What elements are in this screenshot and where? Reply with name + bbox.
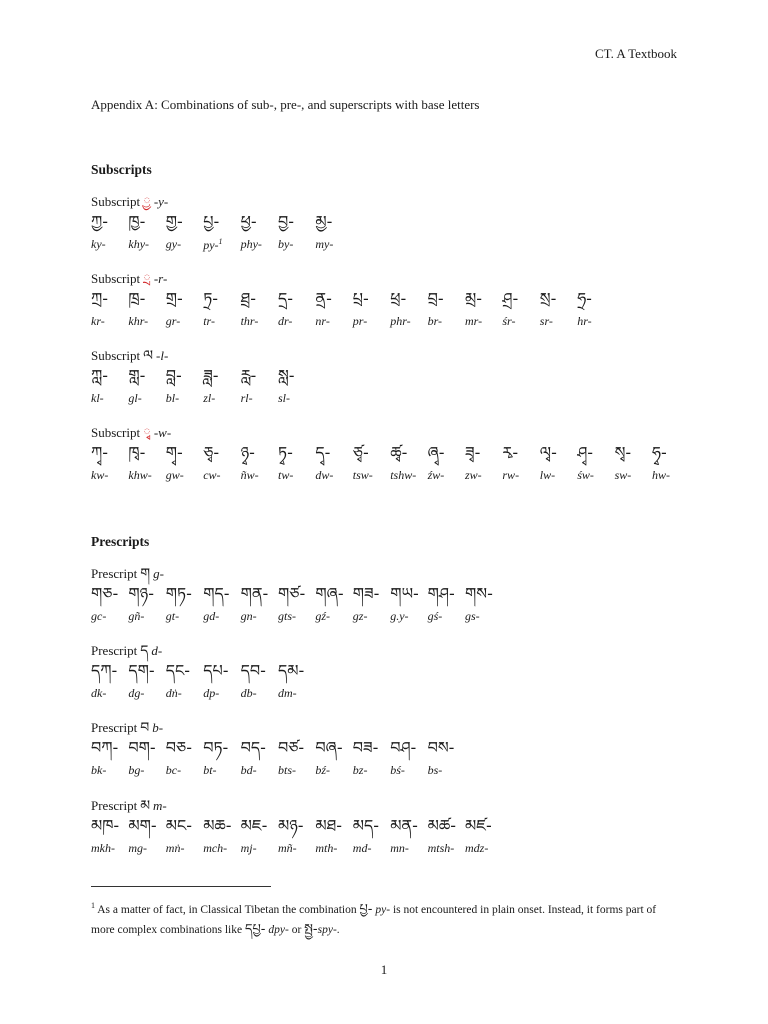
tibetan-combination: གྭ- xyxy=(165,443,183,462)
tibetan-combination: མྲ- xyxy=(465,289,483,308)
tibetan-combination: ཧྲ- xyxy=(577,289,592,308)
footnote-glyph-3: སྤྱ- xyxy=(304,921,318,937)
transliteration: gts- xyxy=(278,609,296,623)
transliteration: dp- xyxy=(203,686,220,700)
tibetan-combination: མད- xyxy=(352,816,380,835)
transliteration: khy- xyxy=(128,237,150,251)
tibetan-combination: དཀ- xyxy=(91,661,118,680)
group-label-mark: ག xyxy=(140,567,151,582)
transliteration: gl- xyxy=(128,391,142,405)
tibetan-combination: ཧྭ- xyxy=(652,443,667,462)
tibetan-combination: གཉ- xyxy=(128,584,154,603)
tibetan-combination: དག- xyxy=(128,661,155,680)
transliteration: bd- xyxy=(240,763,257,777)
transliteration: dw- xyxy=(315,468,334,482)
transliteration: gź- xyxy=(315,609,331,623)
tibetan-combination: བཙ- xyxy=(278,738,305,757)
tibetan-combination: བཤ- xyxy=(390,738,417,757)
tibetan-combination: བཟ- xyxy=(352,738,379,757)
tibetan-combination: གད- xyxy=(203,584,230,603)
tibetan-combination: གྲ- xyxy=(165,289,183,308)
combination-row xyxy=(91,815,492,855)
combination-row xyxy=(91,365,295,405)
transliteration: św- xyxy=(577,468,594,482)
tibetan-combination: མཇ- xyxy=(240,816,268,835)
group-label-suffix: m- xyxy=(153,798,167,813)
transliteration: dk- xyxy=(91,686,107,700)
tibetan-combination: ཀྭ- xyxy=(91,443,109,462)
transliteration: my- xyxy=(315,237,334,251)
transliteration: sw- xyxy=(614,468,632,482)
transliteration: dg- xyxy=(128,686,145,700)
transliteration: rl- xyxy=(240,391,253,405)
tibetan-combination: དམ- xyxy=(278,661,305,680)
group-subscript-l xyxy=(91,347,295,405)
transliteration: tr- xyxy=(203,314,215,328)
tibetan-combination: ཉྭ- xyxy=(240,443,255,462)
footnote-number: 1 xyxy=(91,901,95,910)
group-label-text: Subscript xyxy=(91,194,141,209)
tibetan-combination: དང- xyxy=(165,661,191,680)
transliteration: bź- xyxy=(315,763,331,777)
transliteration: sl- xyxy=(278,391,290,405)
tibetan-combination: ཟླ- xyxy=(203,366,219,385)
tibetan-combination: ཟྭ- xyxy=(465,443,481,462)
page-number: 1 xyxy=(380,962,388,977)
tibetan-combination: མྱ- xyxy=(315,212,333,231)
tibetan-combination: མང- xyxy=(165,816,193,835)
group-label-text: Prescript xyxy=(91,643,138,658)
tibetan-combination: མཐ- xyxy=(315,816,343,835)
transliteration: gñ- xyxy=(128,609,145,623)
tibetan-combination: ཁྭ- xyxy=(128,443,146,462)
group-label xyxy=(91,642,162,660)
footnote-text-middle: is not encountered in plain onset. Instead, it forms part of more complex combinations like xyxy=(91,903,657,936)
transliteration: khw- xyxy=(128,468,152,482)
transliteration: dṅ- xyxy=(165,686,182,700)
footnote-glyph-1: པྱ- xyxy=(359,901,373,917)
transliteration: tsw- xyxy=(352,468,373,482)
transliteration: mth- xyxy=(315,841,338,855)
transliteration: gr- xyxy=(165,314,181,328)
transliteration: źw- xyxy=(427,468,445,482)
transliteration: gd- xyxy=(203,609,220,623)
footnote-glyph-2: དཔྱ- xyxy=(244,921,266,937)
transliteration: pr- xyxy=(352,314,368,328)
group-label xyxy=(91,193,168,211)
tibetan-combination: བྱ- xyxy=(278,212,295,231)
tibetan-combination: ཏྭ- xyxy=(278,443,293,462)
group-label xyxy=(91,347,168,365)
group-label-text: Subscript xyxy=(91,425,141,440)
transliteration: sr- xyxy=(539,314,553,328)
transliteration: phy- xyxy=(240,237,262,251)
transliteration: bk- xyxy=(91,763,107,777)
footnote-or: or xyxy=(291,923,302,936)
group-label-suffix: -r- xyxy=(153,271,168,286)
tibetan-combination: དཔ- xyxy=(203,661,229,680)
tibetan-combination: བླ- xyxy=(165,366,182,385)
tibetan-combination: དྲ- xyxy=(278,289,294,308)
group-prescript-d xyxy=(91,642,305,700)
transliteration: gs- xyxy=(465,609,480,623)
transliteration: mtsh- xyxy=(427,841,455,855)
transliteration: rw- xyxy=(502,468,520,482)
group-label-suffix: g- xyxy=(153,566,164,581)
tibetan-combination: སྭ- xyxy=(614,443,632,462)
transliteration: mr- xyxy=(465,314,483,328)
footnote: $^1$ As a matter of fact, in Classical Tibetan the combination པྱ- py- is not encountered in plain onset. Instead, it forms part of more complex combinations like དཔྱ- dpy- or སྤྱ-spy-. xyxy=(91,901,657,937)
group-label-mark: ལ xyxy=(143,349,154,364)
tibetan-combination: བཏ- xyxy=(203,738,229,757)
transliteration: bś- xyxy=(390,763,405,777)
transliteration: mn- xyxy=(390,841,409,855)
group-subscript-y xyxy=(91,193,334,252)
transliteration: tshw- xyxy=(390,468,417,482)
transliteration: lw- xyxy=(539,468,556,482)
transliteration: g.y- xyxy=(390,609,409,623)
transliteration: kl- xyxy=(91,391,104,405)
tibetan-combination: བཅ- xyxy=(165,738,193,757)
transliteration: gś- xyxy=(427,609,443,623)
tibetan-combination: སྲ- xyxy=(539,289,557,308)
tibetan-combination: ཅྭ- xyxy=(203,443,220,462)
combination-row xyxy=(91,211,334,252)
footnote-translit-1: py- xyxy=(375,903,391,916)
transliteration: bs- xyxy=(427,763,443,777)
group-label-text: Prescript xyxy=(91,720,138,735)
transliteration: gw- xyxy=(165,468,184,482)
transliteration: kw- xyxy=(91,468,109,482)
tibetan-combination: བཞ- xyxy=(315,738,343,757)
transliteration: mch- xyxy=(203,841,228,855)
transliteration: tw- xyxy=(278,468,294,482)
group-label-text: Subscript xyxy=(91,271,141,286)
transliteration: mkh- xyxy=(91,841,115,855)
transliteration: kr- xyxy=(91,314,105,328)
transliteration: by- xyxy=(278,237,294,251)
transliteration: śr- xyxy=(502,314,516,328)
running-header: CT. A Textbook xyxy=(594,46,677,61)
transliteration: khr- xyxy=(128,314,149,328)
tibetan-combination: མན- xyxy=(390,816,418,835)
tibetan-combination: མཛ- xyxy=(465,816,492,835)
tibetan-combination: ཀྱ- xyxy=(91,212,109,231)
transliteration: br- xyxy=(427,314,443,328)
group-label-text: Prescript xyxy=(91,566,138,581)
tibetan-combination: གཙ- xyxy=(278,584,306,603)
tibetan-combination: ཕྲ- xyxy=(390,289,407,308)
tibetan-combination: ཤྲ- xyxy=(502,289,519,308)
transliteration: mṅ- xyxy=(165,841,185,855)
tibetan-combination: བས- xyxy=(427,738,455,757)
transliteration: mj- xyxy=(240,841,257,855)
combination-row xyxy=(91,583,493,623)
tibetan-combination: གྱ- xyxy=(165,212,183,231)
transliteration: gz- xyxy=(352,609,368,623)
transliteration: zl- xyxy=(203,391,216,405)
tibetan-combination: ཕྱ- xyxy=(240,212,257,231)
group-prescript-b xyxy=(91,719,455,777)
tibetan-combination: མཚ- xyxy=(427,816,456,835)
combination-row xyxy=(91,442,670,482)
group-subscript-w xyxy=(91,424,670,482)
tibetan-combination: གཟ- xyxy=(352,584,380,603)
tibetan-combination: ལྭ- xyxy=(539,443,557,462)
group-label-mark: ྲ xyxy=(143,272,151,287)
group-label xyxy=(91,270,167,288)
group-label-mark: ྱ xyxy=(143,195,151,210)
tibetan-combination: གན- xyxy=(240,584,269,603)
transliteration: hr- xyxy=(577,314,592,328)
transliteration: bts- xyxy=(278,763,296,777)
group-subscript-r xyxy=(91,270,592,328)
group-label-suffix: d- xyxy=(151,643,163,658)
tibetan-combination: བད- xyxy=(240,738,266,757)
transliteration: md- xyxy=(352,841,372,855)
tibetan-combination: རླ- xyxy=(240,366,257,385)
tibetan-combination: དབ- xyxy=(240,661,266,680)
tibetan-combination: སླ- xyxy=(278,366,295,385)
group-label-suffix: -w- xyxy=(153,425,172,440)
tibetan-combination: ཞྭ- xyxy=(427,443,445,462)
tibetan-combination: མག- xyxy=(128,816,157,835)
group-prescript-g xyxy=(91,565,493,623)
group-label-suffix: b- xyxy=(152,720,164,735)
tibetan-combination: གས- xyxy=(465,584,493,603)
tibetan-combination: ཤྭ- xyxy=(577,443,594,462)
tibetan-combination: ཐྲ- xyxy=(240,289,257,308)
footnote-translit-3: spy- xyxy=(317,923,337,936)
group-label xyxy=(91,797,167,815)
group-label-text: Prescript xyxy=(91,798,138,813)
group-label-suffix: -l- xyxy=(156,348,169,363)
section-heading-subscripts: Subscripts xyxy=(91,162,152,177)
group-label-mark: མ xyxy=(140,799,151,814)
transliteration: bt- xyxy=(203,763,217,777)
tibetan-combination: ཁྱ- xyxy=(128,212,146,231)
group-label xyxy=(91,719,163,737)
tibetan-combination: གླ- xyxy=(128,366,146,385)
tibetan-combination: དྭ- xyxy=(315,443,331,462)
group-label xyxy=(91,424,171,442)
transliteration: mg- xyxy=(128,841,148,855)
group-label xyxy=(91,565,164,583)
group-label-text: Subscript xyxy=(91,348,141,363)
transliteration: gn- xyxy=(240,609,257,623)
footnote-marker: 1 xyxy=(218,237,223,246)
transliteration: db- xyxy=(240,686,257,700)
transliteration: mdz- xyxy=(465,841,489,855)
tibetan-combination: གཏ- xyxy=(165,584,192,603)
group-label-suffix: -y- xyxy=(153,194,169,209)
tibetan-combination: བག- xyxy=(128,738,156,757)
tibetan-combination: གཞ- xyxy=(315,584,344,603)
tibetan-combination: ཀླ- xyxy=(91,366,109,385)
tibetan-combination: བཀ- xyxy=(91,738,119,757)
tibetan-combination: ཏྲ- xyxy=(203,289,219,308)
tibetan-combination: པྱ- xyxy=(203,212,220,231)
tibetan-combination: ཚྭ- xyxy=(390,443,408,462)
combination-row xyxy=(91,660,305,700)
transliteration: ky- xyxy=(91,237,106,251)
group-prescript-m xyxy=(91,797,492,855)
transliteration: gy- xyxy=(165,237,182,251)
transliteration: bc- xyxy=(165,763,182,777)
transliteration: gc- xyxy=(91,609,107,623)
tibetan-combination: གཡ- xyxy=(390,584,419,603)
tibetan-combination: གཤ- xyxy=(427,584,455,603)
transliteration: py-$^1$ xyxy=(203,237,223,252)
footnote-rule xyxy=(91,886,271,887)
group-label-mark: ྭ xyxy=(143,426,151,441)
transliteration: zw- xyxy=(465,468,482,482)
transliteration: gt- xyxy=(165,609,180,623)
transliteration: dr- xyxy=(278,314,293,328)
transliteration: bl- xyxy=(165,391,180,405)
section-heading-prescripts: Prescripts xyxy=(91,534,150,549)
transliteration: cw- xyxy=(203,468,221,482)
tibetan-combination: མཁ- xyxy=(91,816,120,835)
transliteration: phr- xyxy=(390,314,411,328)
group-label-mark: ད xyxy=(140,644,149,659)
transliteration: mñ- xyxy=(278,841,297,855)
transliteration: ñw- xyxy=(240,468,259,482)
tibetan-combination: ཀྲ- xyxy=(91,289,109,308)
transliteration: thr- xyxy=(240,314,259,328)
tibetan-combination: བྲ- xyxy=(427,289,444,308)
footnote-translit-2: dpy- xyxy=(268,923,289,936)
appendix-title: Appendix A: Combinations of sub-, pre-, and superscripts with base letters xyxy=(91,97,480,112)
transliteration: nr- xyxy=(315,314,330,328)
tibetan-combination: པྲ- xyxy=(352,289,369,308)
transliteration: bg- xyxy=(128,763,145,777)
group-label-mark: བ xyxy=(140,721,150,736)
transliteration: hw- xyxy=(652,468,670,482)
combination-row xyxy=(91,288,592,328)
tibetan-combination: རྭ- xyxy=(502,443,519,462)
tibetan-combination: མཉ- xyxy=(278,816,304,835)
footnote-text-before: As a matter of fact, in Classical Tibetan the combination xyxy=(97,903,357,916)
combination-row xyxy=(91,737,455,777)
tibetan-combination: གཅ- xyxy=(91,584,119,603)
transliteration: dm- xyxy=(278,686,297,700)
tibetan-combination: ཁྲ- xyxy=(128,289,146,308)
transliteration: bz- xyxy=(352,763,368,777)
tibetan-combination: མཆ- xyxy=(203,816,232,835)
tibetan-combination: ནྲ- xyxy=(315,289,332,308)
tibetan-combination: ཙྭ- xyxy=(352,443,369,462)
